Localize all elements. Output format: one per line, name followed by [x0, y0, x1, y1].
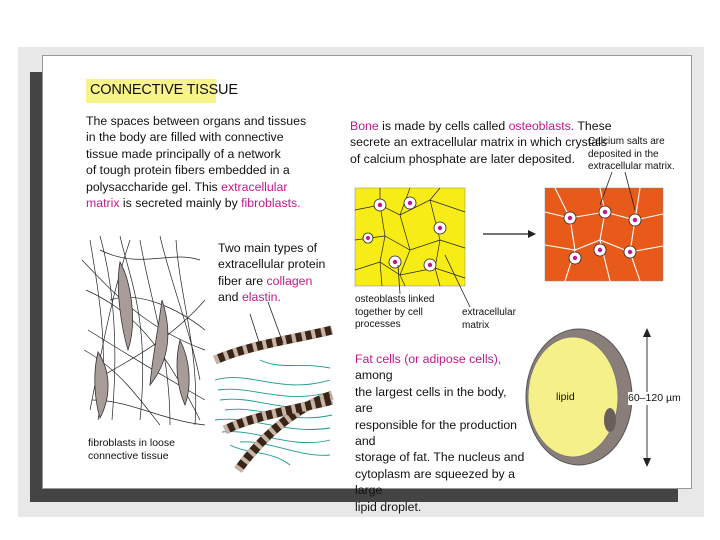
calcium-line: extracellular matrix. — [588, 161, 675, 172]
fiber-text: fiber are — [218, 273, 267, 288]
extracellular-term: extracellular — [221, 179, 288, 194]
matrix-line: extracellular — [462, 307, 516, 318]
fat-cells-term: Fat cells (or adipose cells), — [355, 352, 502, 366]
fiber-line: Two main types of — [218, 241, 318, 255]
collagen-fibers-illustration — [215, 330, 332, 470]
osteo-line: osteoblasts linked — [355, 294, 435, 305]
lipid-label: lipid — [556, 391, 575, 403]
matrix-term: matrix — [86, 196, 120, 211]
bone-matrix-orange — [545, 188, 663, 281]
size-label: 60–120 µm — [628, 392, 681, 404]
caption-line: fibroblasts in loose — [88, 437, 175, 449]
intro-line: tissue made principally of a network — [86, 146, 281, 161]
caption-line: connective tissue — [88, 450, 169, 462]
collagen-term: collagen — [266, 273, 313, 288]
osteo-line: processes — [355, 319, 401, 330]
osteo-line: together by cell — [355, 306, 423, 318]
intro-line: The spaces between organs and tissues — [86, 114, 307, 128]
fat-line: lipid droplet. — [355, 499, 422, 514]
bone-term: Bone — [350, 119, 379, 133]
elastin-term: elastin. — [241, 290, 281, 305]
matrix-line: matrix — [462, 319, 490, 331]
intro-text: polysaccharide gel. This — [86, 179, 222, 194]
bone-text: is made by cells called — [378, 119, 509, 133]
fibroblasts-term: fibroblasts. — [241, 196, 301, 211]
intro-line: of tough protein fibers embedded in a — [86, 163, 290, 178]
fiber-text: and — [218, 290, 242, 305]
fat-line: storage of fat. The nucleus and — [355, 450, 525, 465]
osteoblasts-term: osteoblasts. — [508, 119, 575, 133]
fat-line: cytoplasm are squeezed by a large — [355, 466, 515, 498]
fat-cell-nucleus — [604, 408, 616, 432]
intro-text: is secreted mainly by — [119, 196, 242, 211]
fat-line: responsible for the production and — [355, 417, 518, 449]
bone-text: These — [574, 119, 612, 133]
calcium-line: deposited in the — [588, 148, 659, 160]
calcium-line: Calcium salts are — [588, 136, 665, 147]
intro-line: in the body are filled with connective — [86, 130, 284, 145]
fat-text: among — [355, 368, 393, 383]
fiber-line: extracellular protein — [218, 257, 326, 272]
page-title: CONNECTIVE TISSUE — [90, 82, 238, 98]
bone-line: secrete an extracellular matrix in which crystals — [350, 135, 607, 150]
bone-line: of calcium phosphate are later deposited. — [350, 151, 575, 166]
transition-arrow — [483, 230, 536, 238]
fat-line: the largest cells in the body, are — [355, 384, 507, 416]
